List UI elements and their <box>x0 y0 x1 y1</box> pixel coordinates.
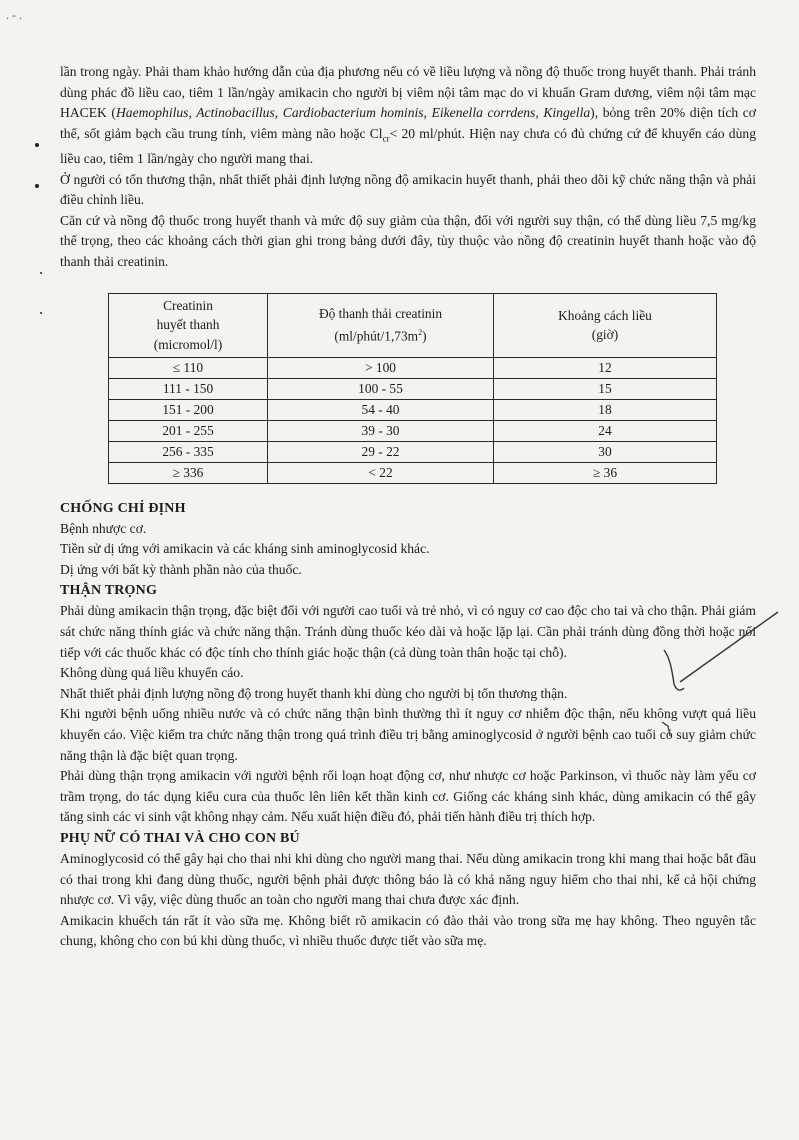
scan-corner-mark: . ‑ . <box>6 8 22 22</box>
cell-clearance: 29 - 22 <box>268 441 494 462</box>
contra-line: Dị ứng với bất kỳ thành phần nào của thuốc. <box>60 561 302 577</box>
cell-creatinine: 111 - 150 <box>109 378 268 399</box>
renal-paragraph: Ở người có tổn thương thận, nhất thiết phải định lượng nồng độ amikacin huyết thanh, phải theo dõi kỹ chức năng thận và phải điều chỉnh liều. <box>60 171 756 208</box>
cell-interval: 18 <box>494 399 717 420</box>
pregnancy-paragraph: Aminoglycosid có thể gây hại cho thai nhi khi dùng cho người mang thai. Nếu dùng amikacin trong khi mang thai hoặc bắt đầu có thai trong khi đang dùng thuốc, người bệnh phải được thông báo là có khả năng nguy hiểm cho thai nhi, kể cả hội chứng nhược cơ. Vì vậy, việc dùng thuốc an toàn cho người mang thai chưa được xác định. <box>60 850 756 908</box>
cell-interval: 15 <box>494 378 717 399</box>
margin-dot <box>35 184 39 188</box>
section-heading-precautions: THẬN TRỌNG <box>60 583 158 599</box>
intro-text: lần trong ngày. Phải tham khảo hướng dẫn của địa phương nếu có về liều lượng và nồng độ thuốc trong huyết thanh. Phải tránh dùng phác đồ liều cao, tiêm 1 lần/ngày amikacin cho người bị viêm nội tâm mạc do vi khuẩn Gram dương, viêm nội tâm mạc HACEK ( <box>60 64 756 121</box>
margin-dot <box>35 143 39 147</box>
cell-creatinine: 201 - 255 <box>109 420 268 441</box>
section-heading-contraindications: CHỐNG CHỈ ĐỊNH <box>60 500 186 516</box>
contra-line: Tiền sử dị ứng với amikacin và các kháng sinh aminoglycosid khác. <box>60 541 430 557</box>
table-row <box>109 378 717 399</box>
document-body <box>60 62 756 952</box>
caution-paragraph: Nhất thiết phải định lượng nồng độ trong huyết thanh khi dùng cho người bị tổn thương thận. <box>60 685 568 701</box>
cell-clearance: 100 - 55 <box>268 378 494 399</box>
cell-clearance: 54 - 40 <box>268 399 494 420</box>
cell-interval: 30 <box>494 441 717 462</box>
contra-line: Bệnh nhược cơ. <box>60 520 147 536</box>
margin-dot <box>40 312 42 314</box>
cell-creatinine: ≥ 336 <box>109 462 268 483</box>
header-serum-creatinine: Creatinin huyết thanh (micromol/l) <box>109 293 268 357</box>
table-row <box>109 399 717 420</box>
cell-clearance: 39 - 30 <box>268 420 494 441</box>
cell-clearance: > 100 <box>268 357 494 378</box>
dose-paragraph: Căn cứ và nồng độ thuốc trong huyết thanh và mức độ suy giảm của thận, đối với người suy thận, có thể dùng liều 7,5 mg/kg thể trọng, theo các khoảng cách thời gian ghi trong bảng dưới đây, tùy thuộc vào nồng độ creatinin huyết thanh hoặc vào độ thanh thải creatinin. <box>60 212 756 270</box>
cell-clearance: < 22 <box>268 462 494 483</box>
cell-interval: 12 <box>494 357 717 378</box>
cell-creatinine: 256 - 335 <box>109 441 268 462</box>
margin-dot <box>40 272 42 274</box>
intro-paragraph <box>60 62 756 170</box>
caution-paragraph: Phải dùng amikacin thận trọng, đặc biệt đối với người cao tuổi và trẻ nhỏ, vì có nguy cơ cao độc cho tai và cho thận. Phải giám sát chức năng thính giác và chức năng thận. Tránh dùng thuốc kéo dài và hoặc lặp lại. Cần phải tránh dùng đồng thời hoặc nối tiếp với các thuốc khác có độc tính cho thính giác hoặc thận (cả dùng toàn thân hoặc tại chỗ). <box>60 603 756 660</box>
pregnancy-paragraph: Amikacin khuếch tán rất ít vào sữa mẹ. Không biết rõ amikacin có đào thải vào trong sữa mẹ hay không. Theo nguyên tắc chung, không cho con bú khi dùng thuốc, vì nhiều thuốc được tiết vào sữa mẹ. <box>60 912 756 949</box>
dose-interval-table <box>108 293 717 484</box>
cell-creatinine: 151 - 200 <box>109 399 268 420</box>
table-row <box>109 462 717 483</box>
caution-paragraph: Khi người bệnh uống nhiều nước và có chức năng thận bình thường thì ít nguy cơ nhiễm độc thận, nếu không vượt quá liều khuyến cáo. Việc kiểm tra chức năng thận trong quá trình điều trị bằng aminoglycosid ở người bệnh cao tuổi có suy giảm chức năng thận là đặc biệt quan trọng. <box>60 706 756 763</box>
caution-paragraph: Không dùng quá liều khuyến cáo. <box>60 665 244 681</box>
intro-text-2: ), bỏng trên 20% diện tích cơ thể, sốt giảm bạch cầu trung tính, viêm màng não hoặc Cl <box>60 105 756 141</box>
table-row <box>109 441 717 462</box>
cell-creatinine: ≤ 110 <box>109 357 268 378</box>
header-dose-interval: Khoảng cách liều (giờ) <box>494 293 717 357</box>
hacek-organisms: Haemophilus, Actinobacillus, Cardiobacterium hominis, Eikenella corrdens, Kingella <box>115 105 591 121</box>
intro-text-3: < 20 ml/phút. Hiện nay chưa có đủ chứng cứ để khuyến cáo dùng liều cao, tiêm 1 lần/ngày cho người mang thai. <box>60 125 756 167</box>
table-header-row <box>109 293 717 357</box>
caution-paragraph: Phải dùng thận trọng amikacin với người bệnh rối loạn hoạt động cơ, như nhược cơ hoặc Parkinson, vì thuốc này làm yếu cơ trầm trọng, do tác dụng kiểu cura của thuốc lên liên kết thần kinh cơ. Giống các kháng sinh khác, dùng amikacin có thể gây tăng sinh các vi sinh vật không nhạy cảm. Nếu xuất hiện điều đó, phải tiến hành điều trị thích hợp. <box>60 768 756 825</box>
cell-interval: 24 <box>494 420 717 441</box>
header-creatinine-clearance: Độ thanh thải creatinin $(ml/phút/1,73m^2)$ <box>268 293 494 357</box>
cell-interval: ≥ 36 <box>494 462 717 483</box>
table-row <box>109 357 717 378</box>
section-heading-pregnancy: PHỤ NỮ CÓ THAI VÀ CHO CON BÚ <box>60 830 300 846</box>
handwritten-pen-mark <box>600 600 790 750</box>
clcr-subscript: cr <box>382 133 390 144</box>
table-row <box>109 420 717 441</box>
